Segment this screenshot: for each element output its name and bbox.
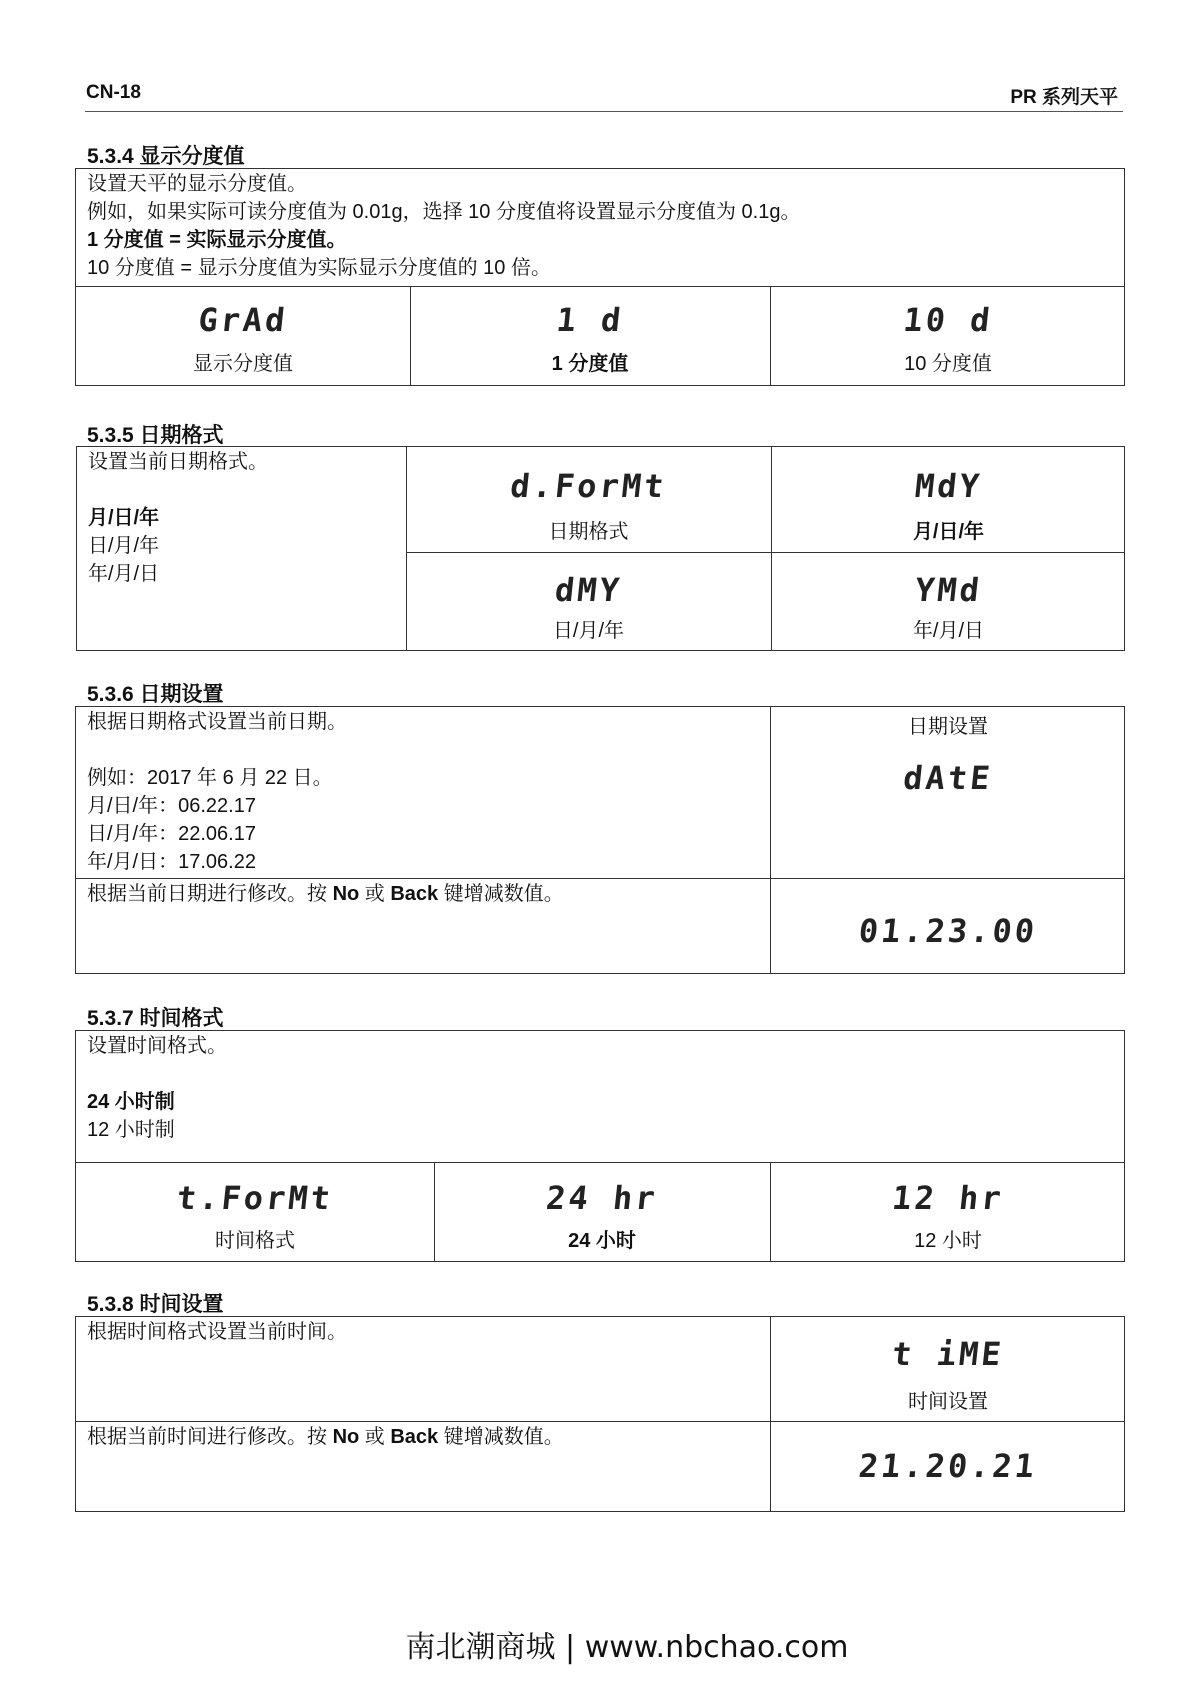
desc-line: 月/日/年：06.22.17 (87, 795, 256, 817)
cell-label: 日/月/年 (552, 620, 625, 642)
lcd-display: 21.20.21 (856, 1447, 1040, 1485)
option: 年/月/日 (88, 563, 160, 585)
option: 日/月/年 (88, 535, 160, 557)
page-number: CN-18 (86, 82, 141, 103)
desc-line: 根据日期格式设置当前日期。 (87, 711, 347, 733)
lcd-display: t.ForMt (175, 1179, 335, 1217)
intro-text: 设置当前日期格式。 (88, 451, 268, 473)
cell-label: 时间设置 (908, 1391, 988, 1413)
edit-instruction: 根据当前日期进行修改。按 No 或 Back 键增减数值。 (87, 883, 564, 905)
lcd-display: dAtE (901, 759, 995, 797)
grad-table (75, 168, 1125, 386)
cell-label: 显示分度值 (193, 353, 293, 375)
section-heading-536: 5.3.6 日期设置 (87, 683, 224, 706)
desc-line: 1 分度值 = 实际显示分度值。 (87, 229, 347, 251)
cell-label: 24 小时 (568, 1230, 636, 1252)
lcd-display: 12 hr (890, 1179, 1006, 1217)
desc-line: 10 分度值 = 显示分度值为实际显示分度值的 10 倍。 (87, 257, 551, 279)
intro-text: 设置时间格式。 (87, 1035, 227, 1057)
section-heading-538: 5.3.8 时间设置 (87, 1293, 224, 1316)
time-set-table (75, 1316, 1125, 1512)
desc-line: 例如：2017 年 6 月 22 日。 (87, 767, 333, 789)
cell-label: 年/月/日 (912, 620, 985, 642)
lcd-display: t iME (890, 1335, 1006, 1373)
option: 12 小时制 (87, 1119, 175, 1141)
cell-label: 日期格式 (548, 521, 629, 543)
lcd-display: GrAd (196, 301, 290, 339)
lcd-display: MdY (913, 467, 984, 505)
footer-watermark: 南北潮商城 | www.nbchao.com (405, 1630, 849, 1665)
cell-label: 12 小时 (914, 1230, 982, 1252)
time-format-table (75, 1030, 1125, 1262)
header-divider (85, 111, 1123, 112)
option: 24 小时制 (87, 1091, 175, 1113)
lcd-display: 01.23.00 (856, 912, 1040, 950)
lcd-display: YMd (913, 571, 984, 609)
cell-label: 1 分度值 (551, 353, 629, 375)
desc-line: 年/月/日：17.06.22 (87, 851, 256, 873)
section-heading-534: 5.3.4 显示分度值 (87, 145, 245, 168)
cell-label: 时间格式 (215, 1230, 295, 1252)
option: 月/日/年 (88, 507, 160, 529)
lcd-display: d.ForMt (508, 467, 669, 505)
lcd-display: 1 d (554, 301, 626, 339)
cell-label: 10 分度值 (904, 353, 992, 375)
lcd-display: dMY (553, 571, 624, 609)
lcd-display: 24 hr (544, 1179, 660, 1217)
desc-line: 设置天平的显示分度值。 (87, 173, 307, 195)
desc-line: 日/月/年：22.06.17 (87, 823, 256, 845)
edit-instruction: 根据当前时间进行修改。按 No 或 Back 键增减数值。 (87, 1426, 564, 1448)
desc-line: 例如，如果实际可读分度值为 0.01g，选择 10 分度值将设置显示分度值为 0.1g。 (87, 201, 801, 223)
date-set-table (75, 706, 1125, 974)
lcd-display: 10 d (901, 301, 995, 339)
document-title: PR 系列天平 (1010, 87, 1118, 108)
cell-label: 月/日/年 (912, 521, 985, 543)
section-heading-535: 5.3.5 日期格式 (87, 424, 224, 447)
date-format-table (76, 446, 1125, 651)
section-heading-537: 5.3.7 时间格式 (87, 1007, 224, 1030)
cell-label: 日期设置 (908, 716, 988, 738)
intro-text: 根据时间格式设置当前时间。 (87, 1321, 347, 1343)
